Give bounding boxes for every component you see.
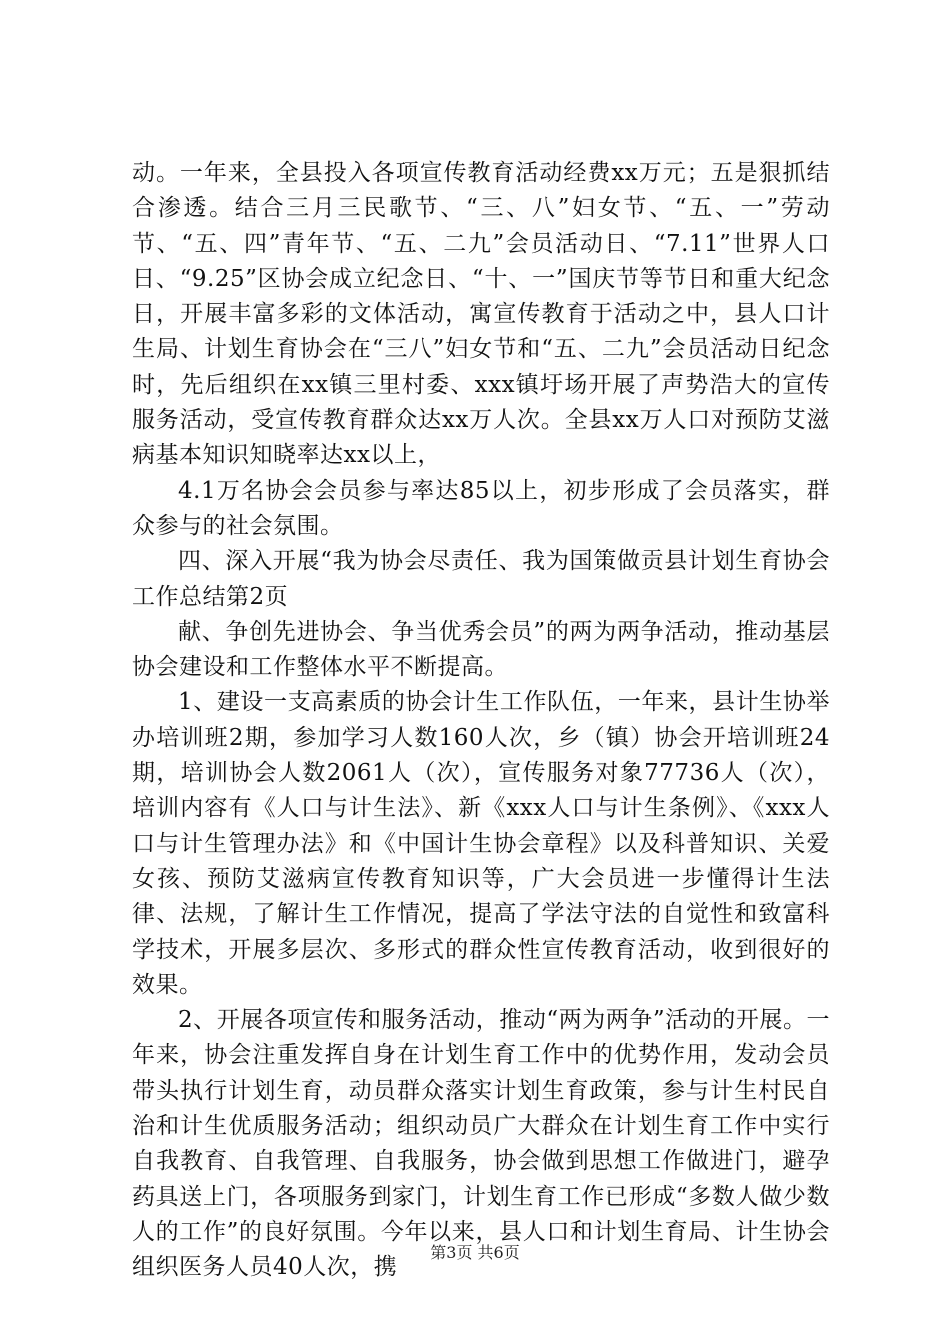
paragraph-1: 动。一年来，全县投入各项宣传教育活动经费xx万元；五是狠抓结合渗透。结合三月三民歌节、“三、八”妇女节、“五、一”劳动节、“五、四”青年节、“五、二九”会员活动日、“7.11”世界人口日、“9.25”区协会成立纪念日、“十、一”国庆节等节日和重大纪念日，开展丰富多彩的文体活动，寓宣传教育于活动之中，县人口计生局、计划生育协会在“三八”妇女节和“五、二九”会员活动日纪念时，先后组织在xx镇三里村委、xxx镇圩场开展了声势浩大的宣传服务活动，受宣传教育群众达xx万人次。全县xx万人口对预防艾滋病基本知识知晓率达xx以上， xyxy=(132,160,830,469)
paragraph-6: 2、开展各项宣传和服务活动，推动“两为两争”活动的开展。一年来，协会注重发挥自身在计划生育工作中的优势作用，发动会员带头执行计划生育，动员群众落实计划生育政策，参与计生村民自治和计生优质服务活动；组织动员广大群众在计划生育工作中实行自我教育、自我管理、自我服务，协会做到思想工作做进门，避孕药具送上门，各项服务到家门，计划生育工作已形成“多数人做少数人的工作”的良好氛围。今年以来，县人口和计划生育局、计生协会组织医务人员40人次，携 xyxy=(132,1007,830,1281)
paragraph-5: 1、建设一支高素质的协会计生工作队伍，一年来，县计生协举办培训班2期，参加学习人数160人次，乡（镇）协会开培训班24期，培训协会人数2061人（次），宣传服务对象77736人（次），培训内容有《人口与计生法》、新《xxx人口与计生条例》、《xxx人口与计生管理办法》和《中国计生协会章程》以及科普知识、关爱女孩、预防艾滋病宣传教育知识等，广大会员进一步懂得计生法律、法规，了解计生工作情况，提高了学法守法的自觉性和致富科学技术，开展多层次、多形式的群众性宣传教育活动，收到很好的效果。 xyxy=(132,689,830,998)
page-footer: 第3页 共6页 xyxy=(430,1243,520,1262)
paragraph-4: 献、争创先进协会、争当优秀会员”的两为两争活动，推动基层协会建设和工作整体水平不断提高。 xyxy=(132,618,830,681)
paragraph-3: 四、深入开展“我为协会尽责任、我为国策做贡县计划生育协会工作总结第2页 xyxy=(132,548,830,610)
paragraph-2: 4.1万名协会会员参与率达85以上，初步形成了会员落实，群众参与的社会氛围。 xyxy=(132,477,830,539)
document-body xyxy=(132,156,830,1286)
